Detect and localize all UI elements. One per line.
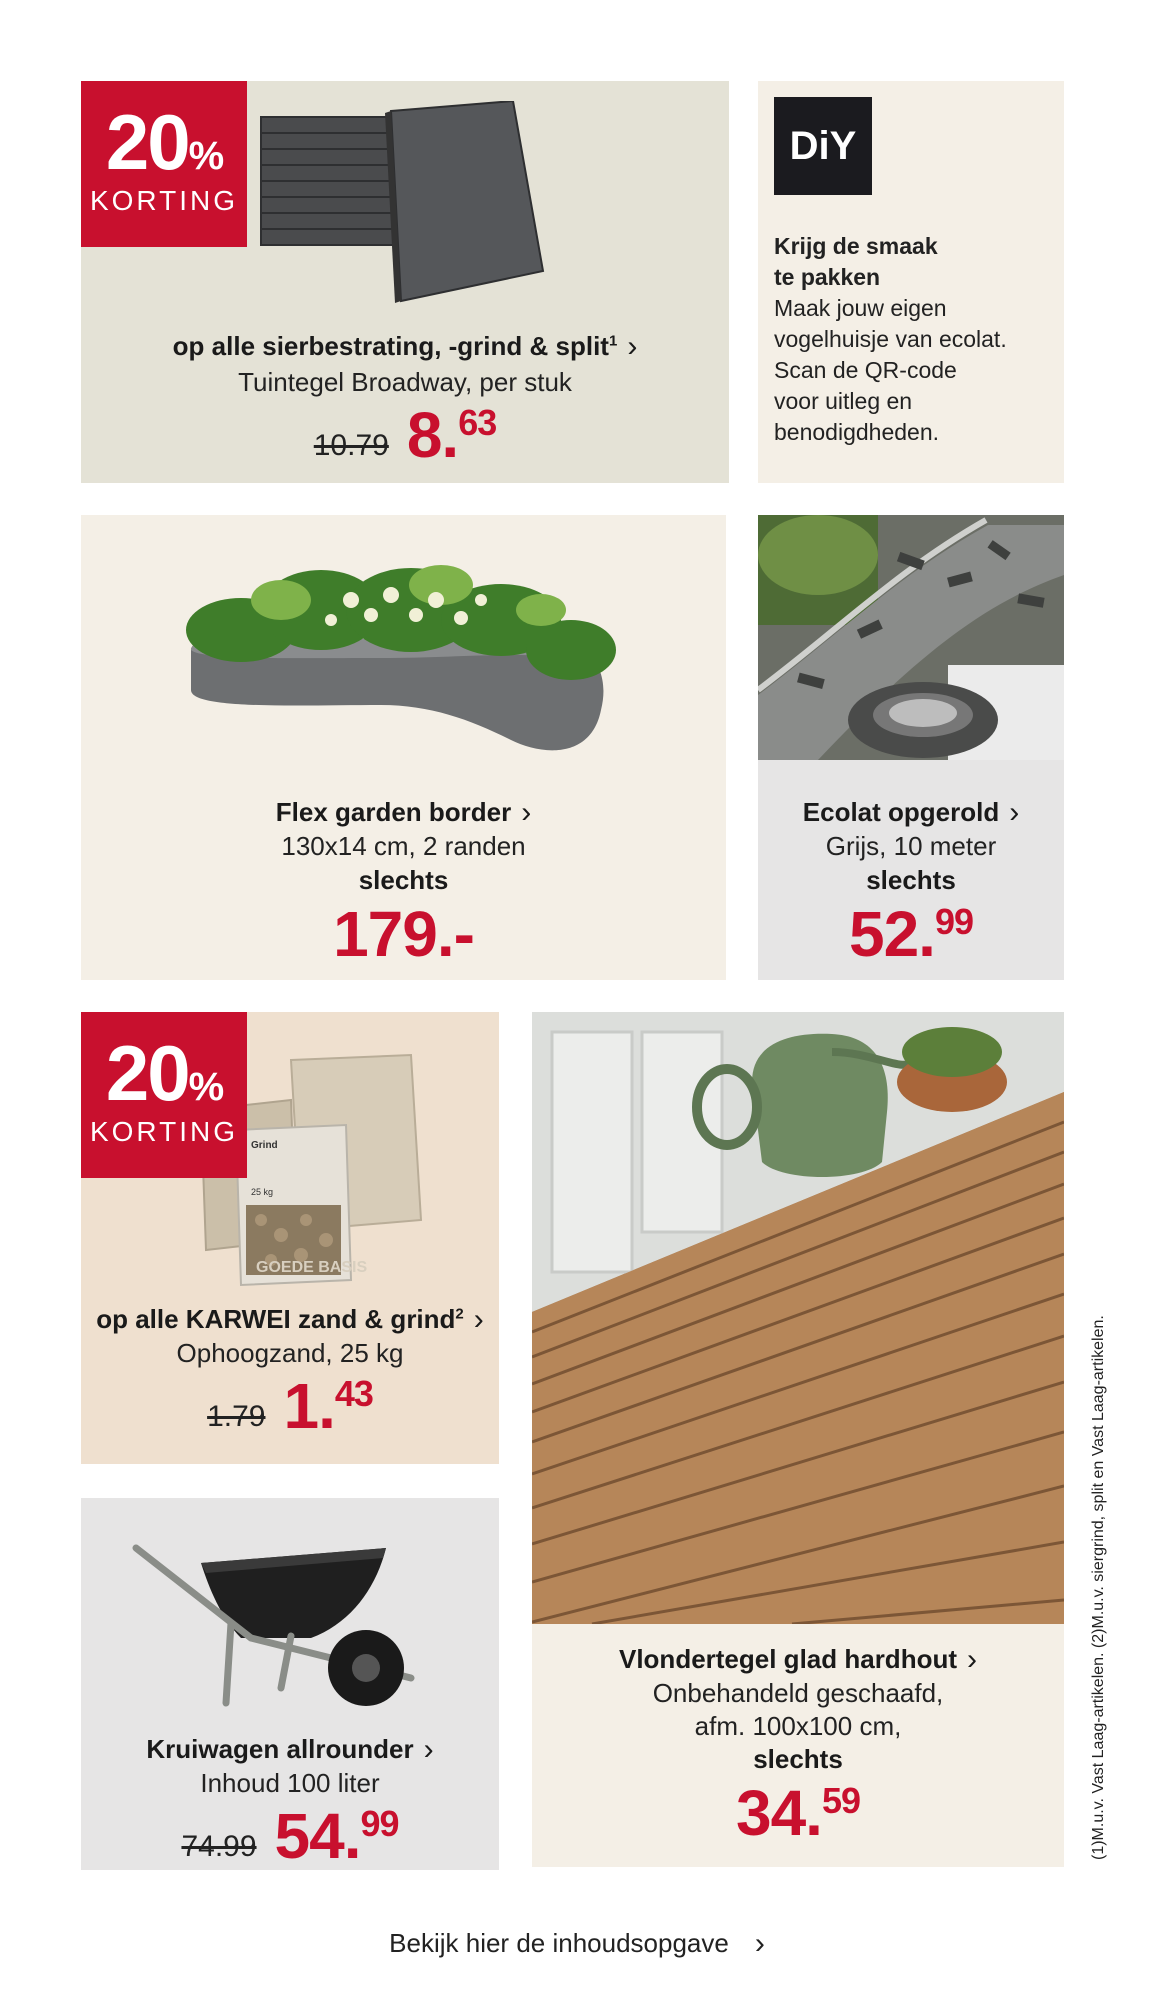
bag-brand: GOEDE BASIS xyxy=(256,1259,368,1276)
sale-price: 1.43 xyxy=(283,1369,373,1442)
sand-gravel-subtitle: Ophoogzand, 25 kg xyxy=(176,1338,404,1368)
chevron-right-icon: › xyxy=(754,1926,765,1960)
ecolat-title[interactable]: Ecolat opgerold › xyxy=(802,795,1020,829)
bag-weight: 25 kg xyxy=(251,1187,274,1197)
flex-border-subtitle: 130x14 cm, 2 randen xyxy=(281,831,526,861)
old-price: 1.79 xyxy=(207,1399,266,1433)
chevron-right-icon: › xyxy=(423,1732,434,1766)
wheelbarrow-title[interactable]: Kruiwagen allrounder › xyxy=(146,1732,434,1766)
tile-paving-subtitle: Tuintegel Broadway, per stuk xyxy=(238,367,572,397)
chevron-right-icon: › xyxy=(1009,795,1020,829)
garden-border-image xyxy=(181,540,641,770)
sale-price: 8.63 xyxy=(406,398,497,471)
diy-logo: DiY xyxy=(774,97,872,195)
ecolat-photo xyxy=(758,515,1064,760)
tile-stack-image xyxy=(251,101,551,311)
flex-border-card[interactable] xyxy=(81,515,726,980)
sale-price: 179.- xyxy=(333,897,474,970)
only-label: slechts xyxy=(753,1744,843,1774)
diy-text: Krijg de smaak te pakken Maak jouw eigen vogelhuisje van ecolat. Scan de QR-code voor uitleg en benodigdheden. xyxy=(774,233,1007,445)
chevron-right-icon: › xyxy=(967,1642,977,1676)
chevron-right-icon: › xyxy=(627,329,638,363)
tile-paving-card[interactable] xyxy=(81,81,729,483)
sand-gravel-card[interactable] xyxy=(81,1012,499,1464)
bag-label: Grind xyxy=(251,1140,278,1151)
old-price: 10.79 xyxy=(313,428,389,462)
chevron-right-icon: › xyxy=(473,1302,484,1336)
sale-price: 52.99 xyxy=(848,897,973,970)
only-label: slechts xyxy=(866,864,956,895)
tile-paving-title[interactable]: op alle sierbestrating, -grind & split$^1$ › xyxy=(172,329,638,363)
diy-card xyxy=(758,81,1064,483)
sale-price: 34.59 xyxy=(735,1777,860,1849)
sand-gravel-title[interactable]: op alle KARWEI zand & grind$^2$ › xyxy=(96,1302,484,1336)
discount-badge: 20% KORTING xyxy=(81,1012,247,1178)
wheelbarrow-card[interactable] xyxy=(81,1498,499,1870)
decking-photo xyxy=(532,1012,1064,1624)
decking-subtitle-2: afm. 100x100 cm, xyxy=(694,1710,902,1741)
decking-title[interactable]: Vlondertegel glad hardhout › xyxy=(618,1642,977,1676)
ecolat-subtitle: Grijs, 10 meter xyxy=(825,831,997,861)
only-label: slechts xyxy=(358,864,449,895)
decking-subtitle-1: Onbehandeld geschaafd, xyxy=(652,1678,944,1708)
ecolat-card[interactable] xyxy=(758,515,1064,980)
footnote: (1)M.u.v. Vast Laag-artikelen. (2)M.u.v. siergrind, split en Vast Laag-artikelen. xyxy=(1090,1315,1107,1860)
old-price: 74.99 xyxy=(181,1829,257,1863)
wheelbarrow-subtitle: Inhoud 100 liter xyxy=(200,1768,380,1798)
table-of-contents-link[interactable]: Bekijk hier de inhoudsopgave › xyxy=(389,1926,765,1960)
decking-card[interactable] xyxy=(532,1012,1064,1867)
discount-badge: 20% KORTING xyxy=(81,81,247,247)
sale-price: 54.99 xyxy=(274,1799,399,1870)
wheelbarrow-image xyxy=(131,1528,451,1718)
chevron-right-icon: › xyxy=(521,795,532,829)
flex-border-title[interactable]: Flex garden border › xyxy=(275,795,532,829)
